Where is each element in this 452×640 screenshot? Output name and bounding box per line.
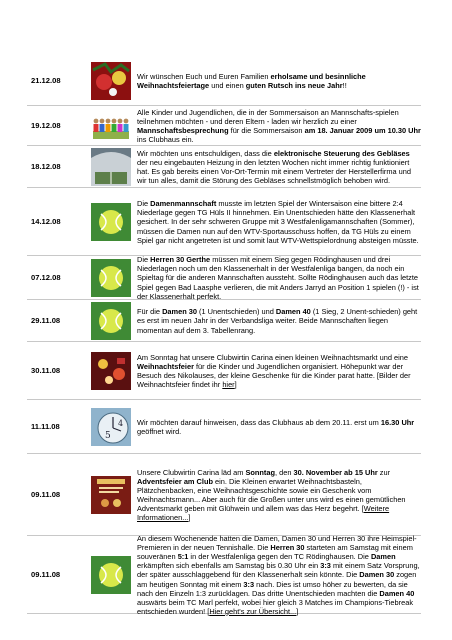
news-entry [27, 400, 421, 454]
news-date: 29.11.08 [31, 316, 61, 325]
news-text-span: für die Kinder und Jugendlichen organisiert. Höhepunkt war der Besuch des Nikolauses, der kleine Geschenke für die Kinder parat hatte. [Bilder der Weihnachtsfeier findet ihr [137, 361, 411, 390]
news-text-bold: Damen 40 [275, 307, 311, 317]
news-text-span: zogen am heutigen Sonntag mit einem [137, 570, 417, 589]
clock-icon [87, 400, 135, 453]
christmas-market-icon [87, 342, 135, 399]
news-text-bold: Damen 30 [162, 307, 197, 317]
news-link[interactable]: Weitere Informationen... [137, 504, 390, 523]
news-text [135, 454, 421, 535]
news-entry [27, 256, 421, 300]
news-entry [27, 300, 421, 342]
news-text-span: An diesem Wochenende hatten die Damen, Damen 30 und Herren 30 ihre Heimspiel-Premieren in der neuen Tennishalle. Die [137, 534, 417, 553]
news-date: 11.11.08 [31, 422, 60, 431]
news-text-bold: Weihnachtsfeier [137, 361, 194, 371]
news-date: 21.12.08 [31, 76, 61, 85]
news-text-span: Wir wünschen Euch und Euren Familien [137, 71, 271, 81]
news-text-bold: Sonntag [245, 467, 276, 477]
news-text-span: und einen [209, 81, 246, 90]
news-text-span: mit einem Satz Vorsprung, der später ausschlaggebend für den Klassenerhalt sein könnte. Die [137, 561, 420, 580]
tennis-ball-icon [87, 536, 135, 613]
news-text [135, 300, 421, 341]
news-text-bold: 16.30 Uhr [380, 417, 415, 427]
news-date: 09.11.08 [31, 570, 61, 579]
tennis-ball-icon [87, 300, 135, 341]
news-text-span: Wir möchten uns entschuldigen, dass die [137, 148, 274, 158]
news-text-bold: erholsame und besinnliche Weihnachtsfeiertage [137, 71, 366, 90]
news-text-bold: Mannschaftsbesprechung [137, 126, 229, 135]
news-link[interactable]: Hier geht's zur Übersicht... [209, 606, 297, 616]
news-text [135, 400, 421, 453]
news-text [135, 342, 421, 399]
news-list [27, 56, 421, 614]
news-text [135, 106, 421, 145]
news-text-span: Die [137, 255, 151, 265]
news-text-span: musste im letzten Spiel der Wintersaison eine bittere 2:4 Niederlage gegen TG Hüls II hinnehmen. Ein Unentschieden hätte den Klassenerhalt gesichert. In der sehr schweren Gruppe mit 3 Westfalenligamannschaften (Sommer), müssen die Damen nun auf den WTV-Sportausschuss hoffen, da TG Hüls zu einem Spiel gar nicht angetreten ist und somit laut WTV-Wettspielordnung absteigen müsste. [137, 199, 419, 245]
news-text-span: müssen mit einem Sieg gegen Rödinghausen und drei Niederlagen noch um den Klassenerhalt in der Westfalenliga bangen, da noch ein Spieltag für die anderen Mannschaften aussteht. Sollte Rödinghausen auch das letzte Spiel gegen Bad Laasphe verlieren, die mit Anders Jarryd an Position 1 spielen (!) - ist der Klassenerhalt perfekt. [137, 255, 419, 301]
news-text [135, 188, 421, 255]
news-text-bold: am 18. Januar 2009 um 10.30 Uhr [304, 126, 421, 135]
tennis-ball-icon [87, 188, 135, 255]
news-text-bold: Herren 30 [270, 543, 305, 553]
news-entry [27, 56, 421, 106]
svg-text:5: 5 [105, 430, 111, 441]
news-text-span: Alle Kinder und Jugendlichen, die in der Sommersaison an Mannschafts-spielen teilnehmen möchten - und deren Eltern - laden wir herzlich zu einer [137, 107, 399, 126]
news-date: 30.11.08 [31, 366, 61, 375]
news-entry [27, 454, 421, 536]
news-text-span: Am Sonntag hat unsere Clubwirtin Carina einen kleinen Weihnachtsmarkt und eine [137, 352, 409, 362]
news-text-span: auswärts beim TC Marl perfekt, wobei hier gleich 3 Matches im Champions-Tiebreak entschieden wurden! [ [137, 597, 414, 616]
news-text-span: erkämpften sich ebenfalls am Samstag bis 0.30 Uhr ein [137, 561, 321, 571]
tennis-hall-icon [87, 146, 135, 187]
news-text-bold: Herren 30 Gerthe [150, 255, 211, 265]
christmas-ornament-icon [87, 56, 135, 105]
news-entry [27, 188, 421, 256]
news-date: 18.12.08 [31, 162, 61, 171]
news-date: 19.12.08 [31, 121, 61, 130]
news-text-span: starteten am Samstag mit einem souveränen [137, 543, 413, 562]
news-text-bold: guten Rutsch ins neue Jahr [245, 81, 343, 90]
news-text-bold: Damen [370, 552, 396, 562]
news-text-span: (1 Unentschieden) und [196, 307, 276, 317]
news-text-span: Unsere Clubwirtin Carina läd am [137, 467, 246, 477]
news-text-bold: 30. November ab 15 Uhr [293, 467, 378, 477]
news-text-span: ins Clubhaus ein. [137, 135, 194, 145]
news-entry [27, 342, 421, 400]
news-entry [27, 106, 421, 146]
news-link[interactable]: hier [222, 380, 235, 390]
news-text-bold: Damen 30 [359, 570, 395, 580]
news-text-span: !! [342, 81, 347, 90]
news-text-span: in der Westfalenliga gegen den TC Rödinghausen. Die [188, 552, 371, 562]
news-text-span: zur [377, 467, 391, 477]
news-text-bold: 3:3 [243, 579, 255, 589]
news-date: 09.11.08 [31, 490, 61, 499]
children-group-icon [87, 106, 135, 145]
news-text-span: geöffnet wird. [137, 427, 182, 436]
news-text-span: ] [188, 513, 191, 523]
news-text [135, 146, 421, 187]
news-text-bold: 3:3 [320, 561, 331, 571]
tennis-ball-icon [87, 256, 135, 299]
news-text-bold: 5:1 [177, 552, 189, 562]
news-text-span: (1 Sieg, 2 Unent-schieden) geht es erst im neuen Jahr in der Verbandsliga weiter. Beide Mannschaften liegen momentan auf dem 3. Tabellenrang. [137, 307, 418, 335]
news-text-span: , den [275, 467, 294, 477]
advent-flyer-icon [87, 454, 135, 535]
news-text [135, 56, 421, 105]
news-text-span: ] [296, 606, 299, 616]
news-text-span: der neu eingebauten Heizung in den letzten Wochen nicht immer richtig funktioniert hat. Es gab bereits einen Vor-Ort-Termin mit einem Vertreter der Herstellerfirma und wir tun alles, damit die Störung des Gebläses schnellstmöglich behoben wird. [137, 157, 411, 186]
news-text-span: nach. Dies ist umso höher zu bewerten, da sie nach den Einzeln 1:3 zurücklagen. Das dritte Unentschieden machten die [137, 579, 408, 598]
news-text-bold: elektronische Steuerung des Gebläses [273, 148, 410, 158]
news-text-bold: Adventsfeier am Club [137, 476, 213, 486]
news-date: 07.12.08 [31, 273, 61, 282]
news-text-bold: Damen 40 [379, 588, 415, 598]
news-text [135, 534, 421, 616]
news-entry [27, 536, 421, 614]
svg-text:4: 4 [118, 418, 124, 428]
news-entry [27, 146, 421, 188]
news-text-bold: Damenmannschaft [150, 199, 217, 209]
news-text-span: ein. Die Kleinen erwartet Weihnachtsbasteln, Plätzchenbacken, eine Weihnachtsgeschichte sowie ein Geschenk vom Weihnachtsmann... Aber auch für die Großen unter uns wird es einen gemütlichen Adventsmarkt geben mit Glühwein und allem was das Herz begehrt. [ [137, 476, 406, 514]
news-text-span: ] [234, 380, 237, 390]
news-text-span: Die [137, 199, 151, 209]
news-text-span: für die Sommersaison [228, 126, 305, 135]
news-text [135, 256, 421, 299]
news-date: 14.12.08 [31, 217, 61, 226]
news-text-span: Für die [137, 307, 163, 317]
news-text-span: Wir möchten darauf hinweisen, dass das Clubhaus ab dem 20.11. erst um [137, 417, 381, 427]
